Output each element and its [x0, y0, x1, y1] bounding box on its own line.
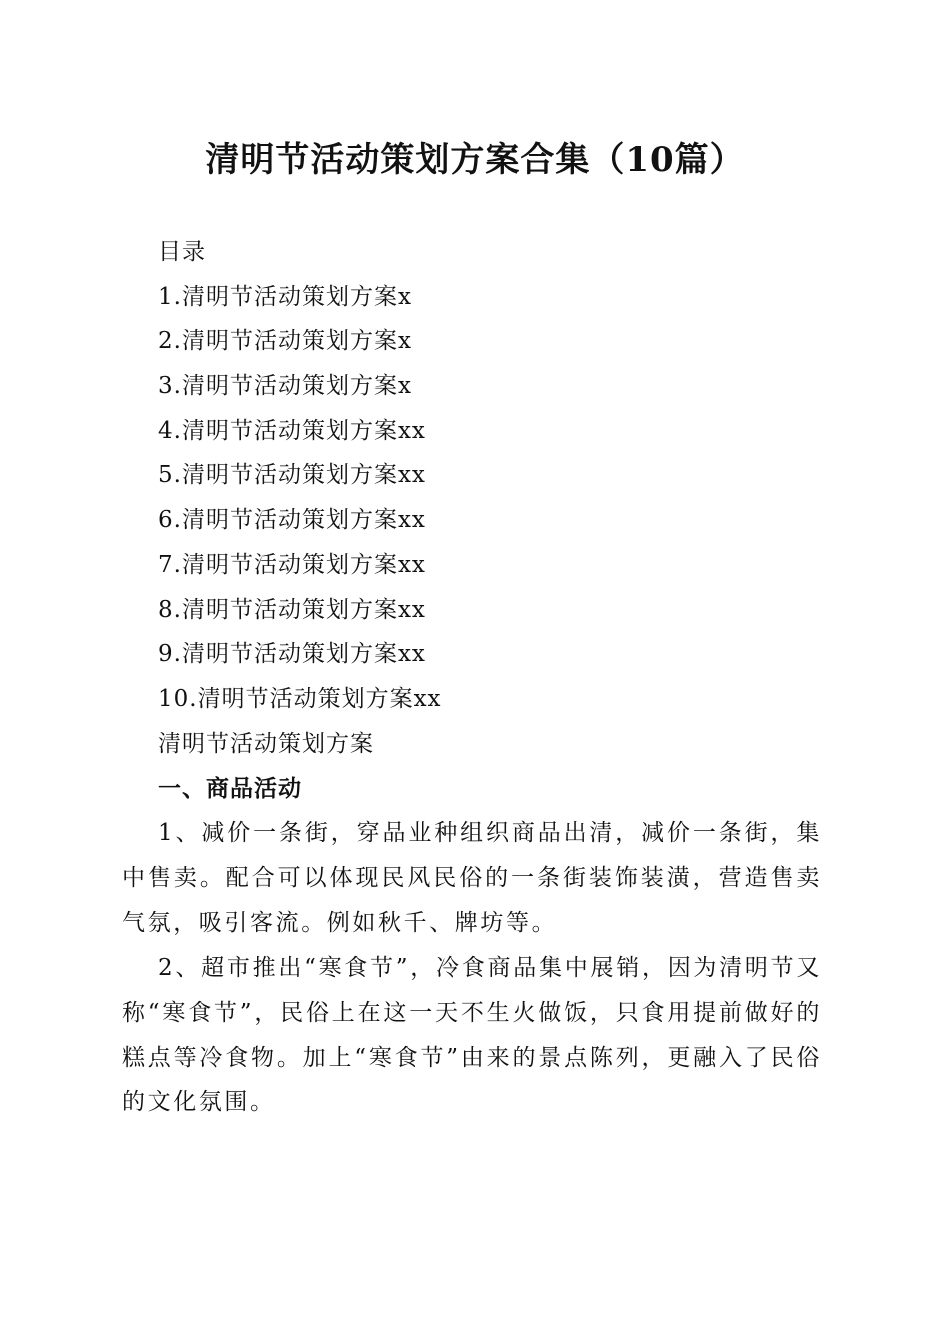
- section-heading: 一、商品活动: [158, 776, 302, 802]
- first-document-title: 清明节活动策划方案: [158, 730, 374, 757]
- body-paragraph: 2、超市推出“寒食节”，冷食商品集中展销，因为清明节又称“寒食节”，民俗上在这一天不生火做饭，只食用提前做好的糕点等冷食物。加上“寒食节”由来的景点陈列，更融入了民俗的文化氛围。: [122, 955, 822, 1116]
- body-paragraph: 1、减价一条街，穿品业种组织商品出清，减价一条街，集中售卖。配合可以体现民风民俗的一条街装饰装潢，营造售卖气氛，吸引客流。例如秋千、牌坊等。: [122, 820, 822, 936]
- toc-item: 4.清明节活动策划方案xx: [158, 417, 426, 444]
- toc-item: 3.清明节活动策划方案x: [158, 373, 412, 400]
- toc-item: 9.清明节活动策划方案xx: [158, 641, 426, 668]
- document-title: 清明节活动策划方案合集（10篇）: [205, 140, 745, 180]
- toc-item: 10.清明节活动策划方案xx: [158, 685, 442, 712]
- toc-item: 7.清明节活动策划方案xx: [158, 551, 426, 578]
- toc-item: 8.清明节活动策划方案xx: [158, 596, 426, 623]
- toc-item: 6.清明节活动策划方案xx: [158, 507, 426, 534]
- toc-heading: 目录: [158, 239, 206, 265]
- toc-item: 2.清明节活动策划方案x: [158, 328, 412, 355]
- toc-item: 1.清明节活动策划方案x: [158, 283, 412, 310]
- table-of-contents: [158, 230, 818, 766]
- toc-item: 5.清明节活动策划方案xx: [158, 462, 426, 489]
